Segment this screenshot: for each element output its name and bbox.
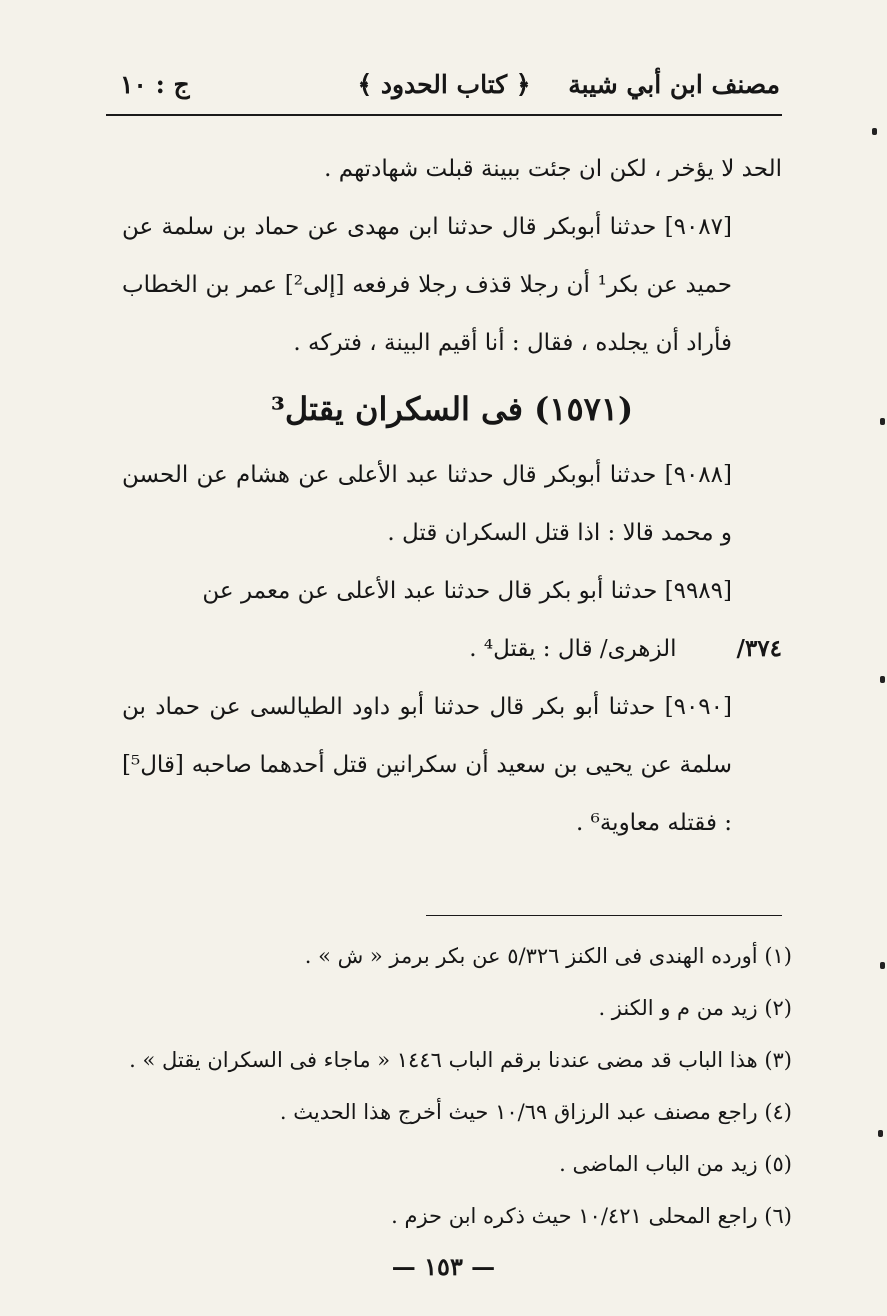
hadith-9089-continuation [122,620,782,678]
hadith-9090: [٩٠٩٠] حدثنا أبو بكر قال حدثنا أبو داود الطيالسى عن حماد بن سلمة عن يحيى بن سعيد أن سكرانين قتل أحدهما صاحبه [قال⁵] : فقتله معاوية⁶ . [122,694,732,836]
hadith-9087: [٩٠٨٧] حدثنا أبوبكر قال حدثنا ابن مهدى عن حماد بن سلمة عن حميد عن بكر¹ أن رجلا قذف رجلا فرفعه [إلى²] عمر بن الخطاب فأراد أن يجلده ، فقال : أنا أقيم البينة ، فتركه . [122,214,732,356]
footnote-5: (٥) زيد من الباب الماضى . [559,1152,792,1176]
scan-edge-mark [880,676,885,683]
volume-number: ج : ١٠ [120,70,190,99]
margin-page-marker: ٣٧٤/ [736,635,782,662]
hadith-9088: [٩٠٨٨] حدثنا أبوبكر قال حدثنا عبد الأعلى عن هشام عن الحسن و محمد قالا : اذا قتل السكران قتل . [122,462,732,546]
footnote-3: (٣) هذا الباب قد مضى عندنا برقم الباب ١٤٤٦ « ماجاء فى السكران يقتل » . [129,1048,792,1072]
paragraph-continuation: الحد لا يؤخر ، لكن ان جئت ببينة قبلت شهادتهم . [324,156,782,182]
footnote-divider [426,915,782,916]
footnote-6: (٦) راجع المحلى ١٠/٤٢١ حيث ذكره ابن حزم . [391,1204,792,1228]
footnote-4: (٤) راجع مصنف عبد الرزاق ١٠/٦٩ حيث أخرج هذا الحديث . [279,1100,792,1124]
scan-edge-mark [878,1130,883,1137]
hadith-9089: [٩٩٨٩] حدثنا أبو بكر قال حدثنا عبد الأعلى عن معمر عن [202,578,732,604]
chapter-heading: (١٥٧١) فى السكران يقتل³ [270,390,634,428]
scan-edge-mark [880,962,885,969]
footnote-1: (١) أورده الهندى فى الكنز ٥/٣٢٦ عن بكر برمز « ش » . [304,944,792,968]
footnotes [122,930,792,1242]
footnote-2: (٢) زيد من م و الكنز . [598,996,792,1020]
page-header [108,62,780,114]
main-text [122,140,782,852]
scan-edge-mark [880,418,885,425]
scan-edge-mark [872,128,877,135]
header-divider [106,114,782,116]
page-number: — ١٥٣ — [391,1252,496,1281]
hadith-9089-tail: الزهرى/ قال : يقتل⁴ . [469,636,677,662]
book-title: مصنف ابن أبي شيبة [568,70,780,99]
section-title: ﴿ كتاب الحدود ﴾ [357,70,531,99]
